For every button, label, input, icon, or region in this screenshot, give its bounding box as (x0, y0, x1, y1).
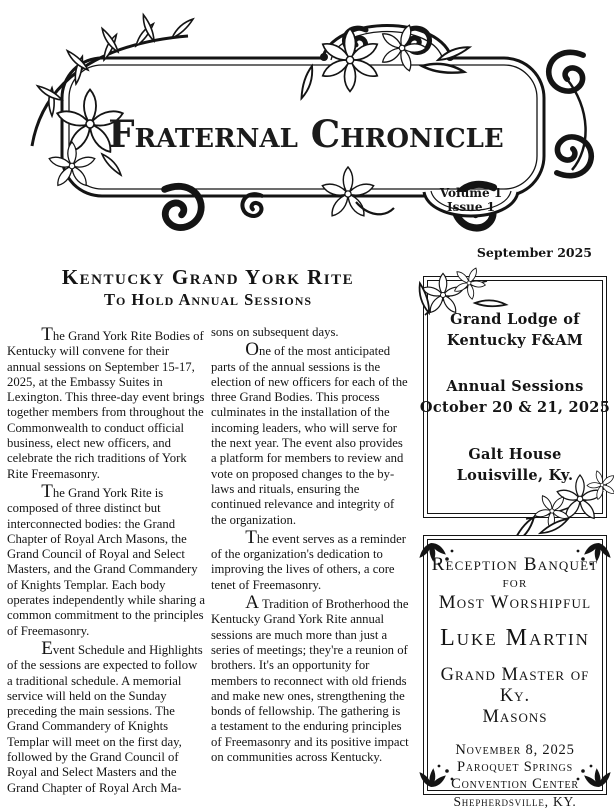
grand-lodge-sessions: Annual Sessions October 20 & 21, 2025 (419, 378, 611, 416)
article-paragraph: One of the most anticipated parts of the annual sessions is the election of new officers for each of the three Grand Bodies. This process culminates in the installation of the incoming leaders, who will serve for the next year. The event also provides a platform for members to review and vote on proposed changes to the by-laws and rituals, ensuring the continued relevance and integrity of the organization. (211, 339, 408, 527)
headline-line-2: To Hold Annual Sessions (103, 290, 313, 309)
article-headline (6, 266, 410, 309)
banquet-heading: Reception Banquet for Most Worshipful (431, 554, 599, 613)
article-paragraph-continuation: sons on subsequent days. (211, 325, 339, 339)
issue-label: Issue 1 (446, 200, 495, 214)
masthead-title: Fraternal Chronicle (108, 112, 504, 156)
banquet-honoree-title: Grand Master of Ky. Masons (440, 665, 590, 727)
article-column-2 (211, 325, 409, 765)
grand-lodge-announcement-box (419, 276, 611, 518)
grand-lodge-name: Grand Lodge of Kentucky F&AM (446, 310, 584, 349)
volume-issue-block (427, 186, 515, 214)
issue-date: September 2025 (476, 245, 592, 260)
banquet-honoree-name: Luke Martin (440, 625, 590, 651)
volume-label: Volume 1 (439, 186, 503, 200)
article-column-1 (7, 325, 205, 796)
reception-banquet-box (423, 535, 607, 809)
article-paragraph: The Grand York Rite Bodies of Kentucky will convene for their annual sessions on September 15-17, 2025, at the Embassy Suites in Lexington. This three-day event brings together members from throughout the Commonwealth to conduct official business, elect new officers, and celebrate the rich traditions of York Rite Freemasonry. (7, 324, 205, 481)
banquet-event-details: November 8, 2025 Paroquet Springs Convention Center Shepherdsville, KY. (451, 742, 579, 809)
article-paragraph: Event Schedule and Highlights of the sessions are expected to follow a traditional schedule. A memorial service will held on the Sunday preceding the main sessions. The Grand Commandery of Knights Templar will meet on the first day, followed by the Grand Council of Royal and Select Masters and the Grand Chapter of Royal Arch Ma- (7, 637, 203, 795)
grand-lodge-venue: Galt House Louisville, Ky. (456, 445, 574, 484)
headline-line-1: Kentucky Grand York Rite (61, 265, 355, 289)
article-paragraph: The event serves as a reminder of the organization's dedication to improving the lives of others, a core tenet of Freemasonry. (211, 526, 406, 592)
article-paragraph: The Grand York Rite is composed of three distinct but interconnected bodies: the Grand Chapter of Royal Arch Masons, the Grand Council of Royal and Select Masters, and the Grand Commandery of Knights Templar. Each body operates independently while sharing a common commitment to the principles of Freemasonry. (7, 480, 206, 638)
article-paragraph: A Tradition of Brotherhood the Kentucky Grand York Rite annual sessions are much more than just a series of meetings; they're a reunion of brothers. It's an opportunity for members to reconnect with old friends and make new ones, strengthening the bonds of fellowship. The gathering is a testament to the enduring principles of Freemasonry and its positive impact on communities across Kentucky. (211, 592, 409, 765)
